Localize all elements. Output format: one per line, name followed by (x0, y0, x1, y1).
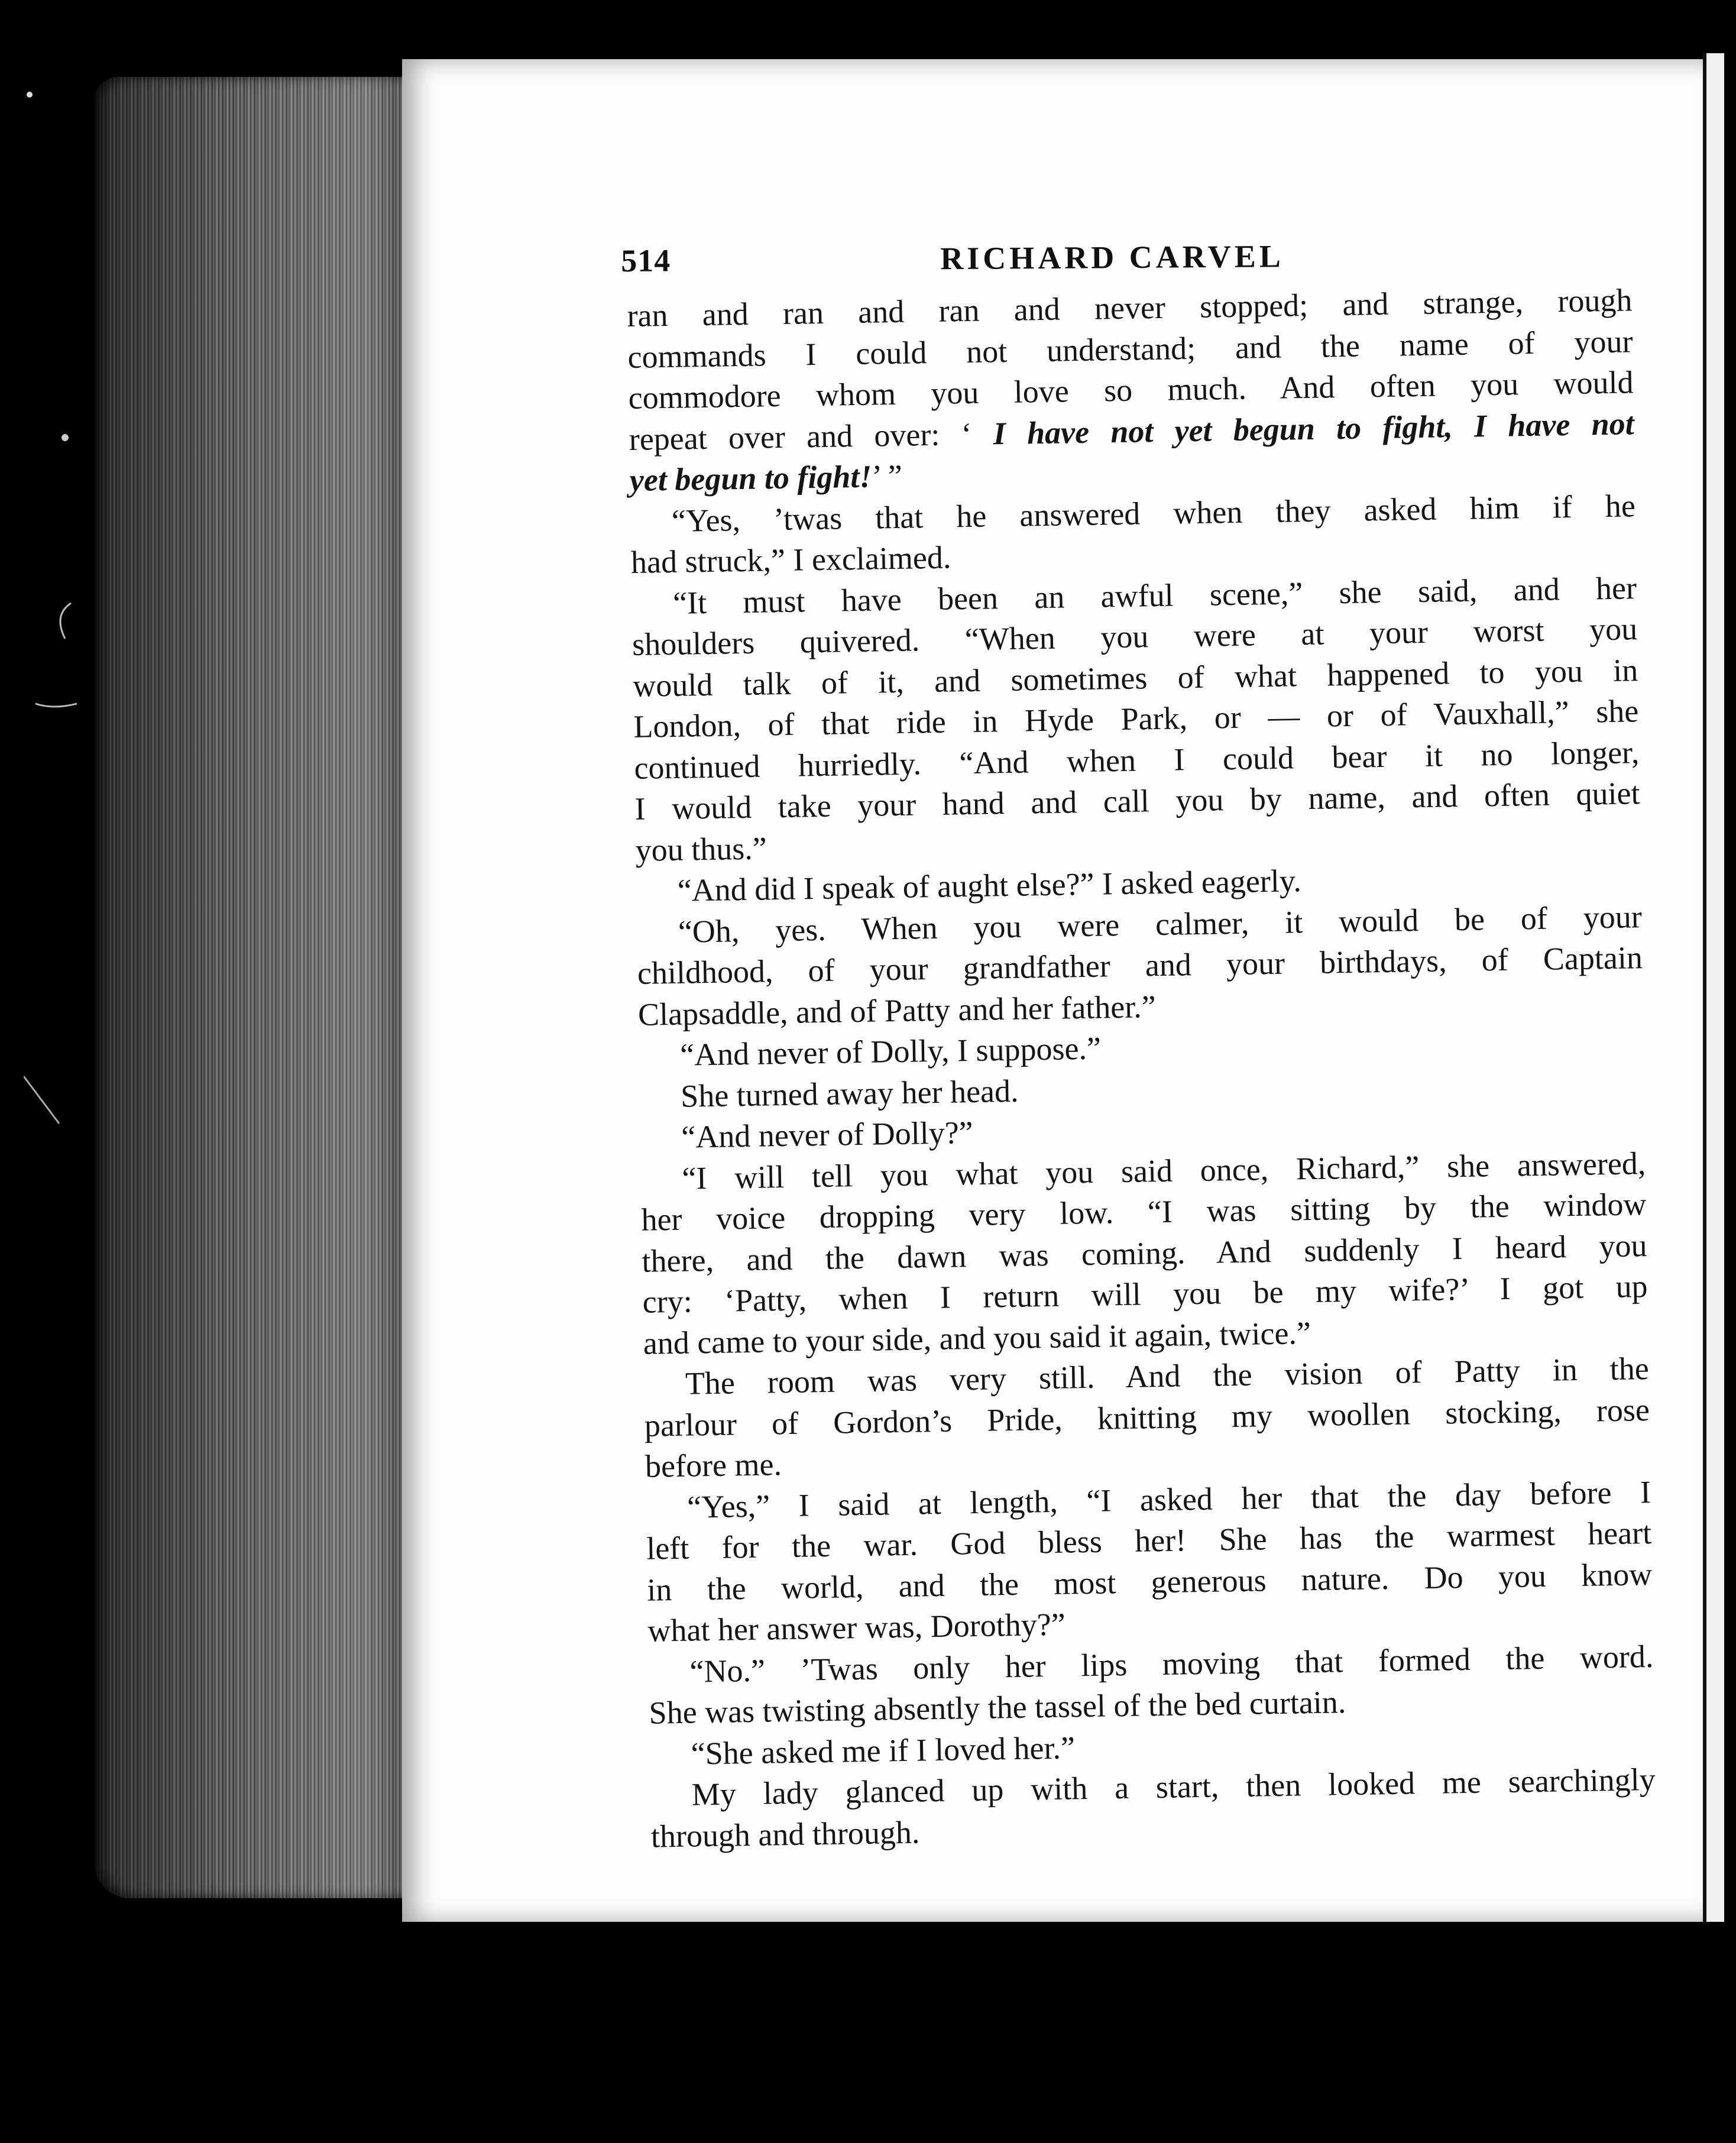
text-line-content: and came to your side, and you said it again, twice.” (643, 1315, 1311, 1361)
text-line-content: continued hurriedly. “And when I could bear it no longer, (634, 734, 1640, 786)
text-line-content: through and through. (650, 1814, 920, 1854)
text-line-content: childhood, of your grandfather and your birthdays, of Captain (637, 940, 1643, 991)
text-line-content: “And did I speak of aught else?” I asked eagerly. (677, 863, 1302, 908)
text-line-prefix: repeat over and over: ‘ (629, 415, 994, 457)
text-line-content: The room was very still. And the vision of Patty in the (685, 1351, 1650, 1401)
text-line-content: cry: ‘Patty, when I return will you be my wife?’ I got up (642, 1268, 1648, 1320)
text-line-content: commands I could not understand; and the name of your (627, 323, 1633, 375)
text-line-content: “I will tell you what you said once, Richard,” she answered, (681, 1145, 1646, 1196)
text-line-content: you thus.” (635, 830, 767, 868)
italic-quote: I have not yet begun to fight, I have not (993, 405, 1635, 451)
text-line-content: would talk of it, and sometimes of what happened to you in (632, 652, 1638, 704)
text-line-content: She was twisting absently the tassel of the bed curtain. (649, 1684, 1346, 1731)
text-line-content: had struck,” I exclaimed. (630, 539, 951, 580)
text-line-content: before me. (644, 1446, 782, 1484)
text-line-content: “Oh, yes. When you were calmer, it would be of your (678, 898, 1643, 950)
text-line-content: parlour of Gordon’s Pride, knitting my woollen stocking, rose (644, 1391, 1650, 1443)
text-line-content: shoulders quivered. “When you were at your worst you (631, 611, 1638, 662)
text-line-content: I would take your hand and call you by name, and often quiet (634, 775, 1640, 827)
scan-margin-specks (24, 71, 83, 1845)
text-line-content: commodore whom you love so much. And often you would (628, 364, 1634, 416)
page-number: 514 (621, 242, 671, 279)
text-line-content: in the world, and the most generous nature. Do you know (646, 1556, 1653, 1608)
text-line-content: London, of that ride in Hyde Park, or — or of Vauxhall,” she (633, 693, 1639, 744)
text-line-content: her voice dropping very low. “I was sitting by the window (641, 1186, 1647, 1238)
text-line-content: “No.” ’Twas only her lips moving that formed the word. (689, 1638, 1654, 1689)
text-line-content: what her answer was, Dorothy?” (647, 1606, 1066, 1649)
text-line-content: She turned away her head. (680, 1073, 1019, 1114)
text-line-content: left for the war. God bless her! She has the warmest heart (646, 1515, 1652, 1566)
text-line-content: My lady glanced up with a start, then looked me searchingly (691, 1761, 1656, 1812)
running-head: RICHARD CARVEL (940, 238, 1285, 277)
text-line-content: “Yes, ’twas that he answered when they asked him if he (671, 487, 1636, 539)
text-line-content: “Yes,” I said at length, “I asked her that the day before I (686, 1474, 1651, 1525)
text-line-content: there, and the dawn was coming. And suddenly I heard you (642, 1227, 1647, 1279)
text-line-content: “It must have been an awful scene,” she said, and her (672, 569, 1637, 621)
book-page-edges (95, 77, 414, 1898)
text-line-content: “And never of Dolly, I suppose.” (679, 1030, 1102, 1073)
text-line-content: “And never of Dolly?” (681, 1114, 974, 1155)
text-line-content: ran and ran and ran and never stopped; and strange, rough (627, 282, 1633, 334)
facing-page-edge (1703, 53, 1724, 1922)
text-line-suffix: ’ ” (871, 458, 903, 494)
text-line-content: “She asked me if I loved her.” (691, 1729, 1076, 1772)
italic-quote: yet begun to fight! (629, 458, 872, 498)
text-line-content: Clapsaddle, and of Patty and her father.” (637, 988, 1157, 1032)
body-text (627, 280, 1680, 1857)
